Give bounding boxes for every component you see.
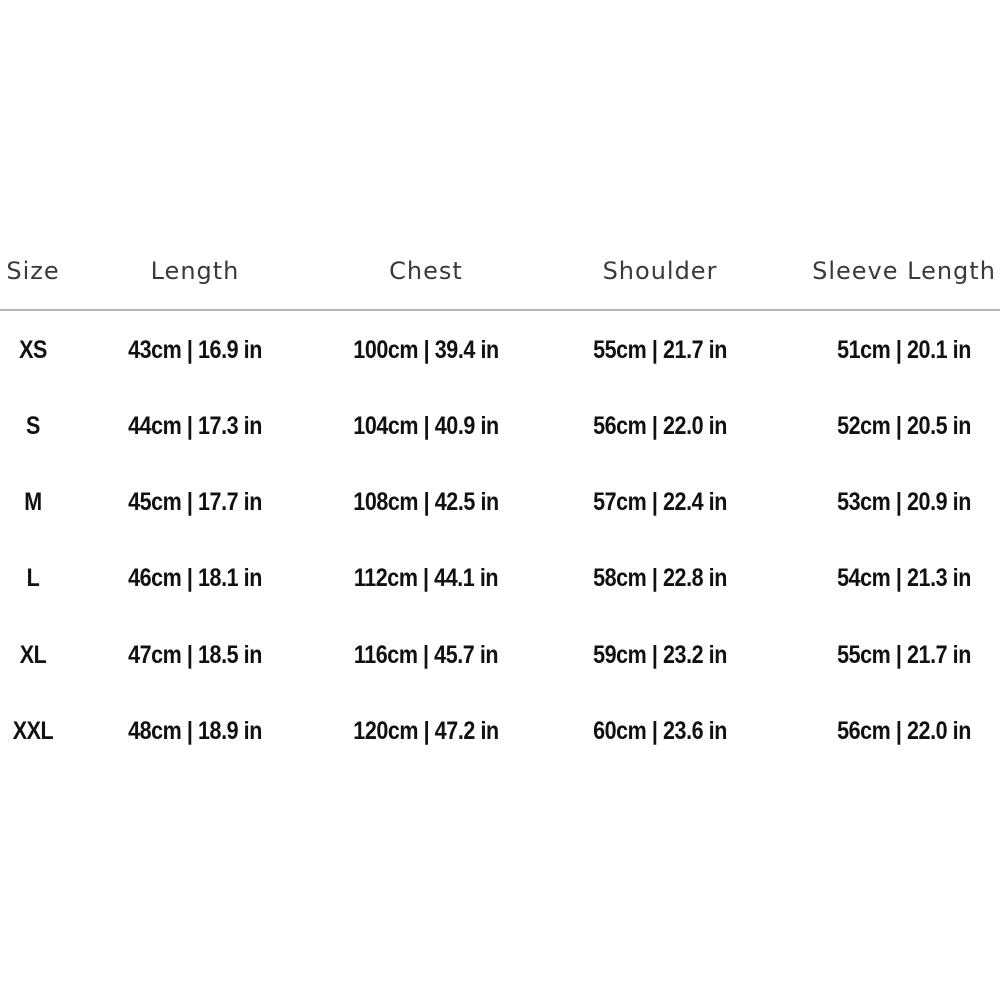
length-cell: 44cm | 17.3 in [128,412,262,440]
shoulder-cell: 59cm | 23.2 in [593,641,727,669]
chest-cell: 116cm | 45.7 in [353,641,499,669]
shoulder-cell: 55cm | 21.7 in [593,336,727,364]
chest-cell: 112cm | 44.1 in [353,564,499,592]
shoulder-cell: 56cm | 22.0 in [593,412,727,440]
column-header-sleeve-length: Sleeve Length [812,257,996,285]
table-row [0,480,1000,524]
size-cell: L [26,564,40,592]
chest-cell: 100cm | 39.4 in [353,336,499,364]
column-header-chest: Chest [389,257,463,285]
length-cell: 48cm | 18.9 in [128,717,262,745]
column-header-size: Size [6,257,60,285]
header-divider [0,309,1000,311]
size-cell: XS [19,336,47,364]
sleeve-length-cell: 54cm | 21.3 in [837,564,971,592]
table-row [0,404,1000,448]
chest-cell: 108cm | 42.5 in [353,488,499,516]
shoulder-cell: 57cm | 22.4 in [593,488,727,516]
length-cell: 45cm | 17.7 in [128,488,262,516]
sleeve-length-cell: 55cm | 21.7 in [837,641,971,669]
sleeve-length-cell: 53cm | 20.9 in [837,488,971,516]
table-row [0,556,1000,600]
chest-cell: 104cm | 40.9 in [353,412,499,440]
length-cell: 43cm | 16.9 in [128,336,262,364]
table-row [0,633,1000,677]
column-header-length: Length [150,257,240,285]
shoulder-cell: 58cm | 22.8 in [593,564,727,592]
sleeve-length-cell: 56cm | 22.0 in [837,717,971,745]
sleeve-length-cell: 52cm | 20.5 in [837,412,971,440]
sleeve-length-cell: 51cm | 20.1 in [837,336,971,364]
length-cell: 47cm | 18.5 in [128,641,262,669]
length-cell: 46cm | 18.1 in [128,564,262,592]
size-cell: M [24,488,42,516]
size-cell: XL [19,641,47,669]
size-cell: XXL [12,717,54,745]
table-row [0,709,1000,753]
table-row [0,328,1000,372]
table-header-row [0,247,1000,295]
column-header-shoulder: Shoulder [602,257,718,285]
size-cell: S [26,412,40,440]
shoulder-cell: 60cm | 23.6 in [593,717,727,745]
chest-cell: 120cm | 47.2 in [353,717,499,745]
